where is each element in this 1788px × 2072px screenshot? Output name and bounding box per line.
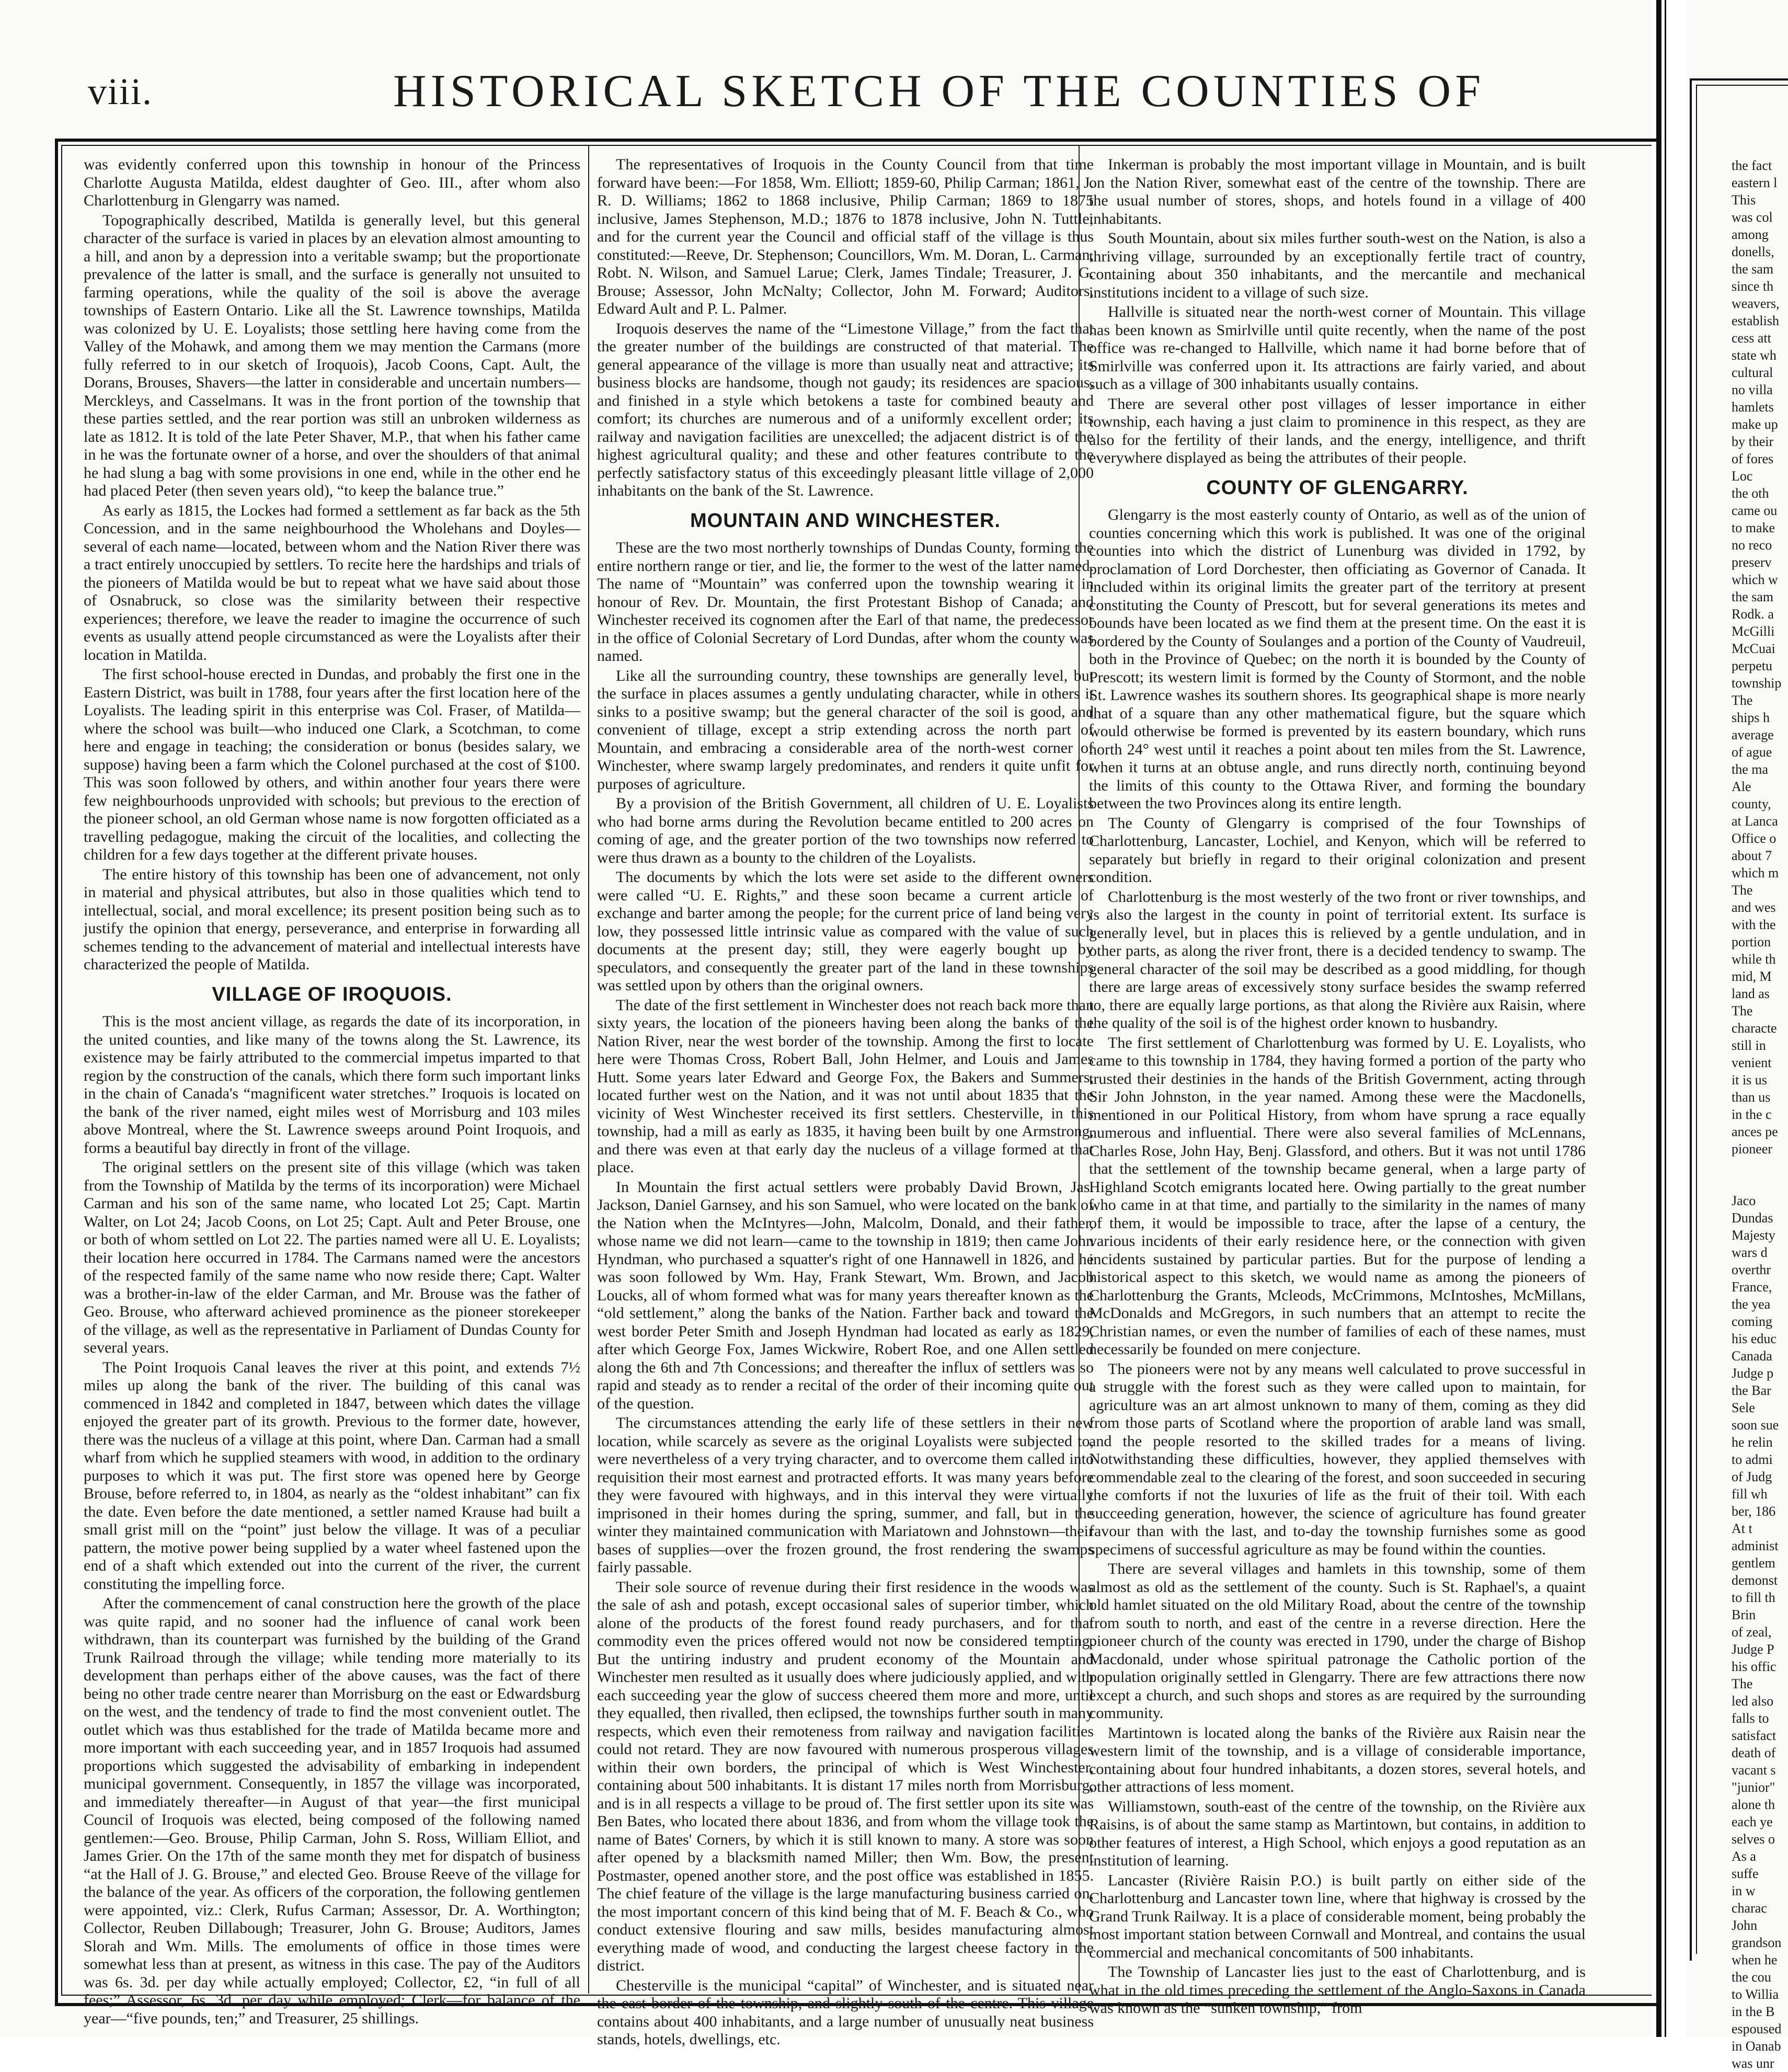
paragraph: There are several other post villages of lesser importance in either township, each having a just claim to prominence in this respect, as they are also for the fertility of their lands, and the energy, intelligence, and thrift everywhere displayed as being the attributes of their people. <box>1089 395 1586 466</box>
adjacent-page-line: vacant s <box>1732 1762 1776 1778</box>
adjacent-page-line: The <box>1732 1003 1753 1018</box>
paragraph: The documents by which the lots were set aside to the different owners were called “U. E. Rights,” and these soon became a current article of exchange and barter among the people; for the current price of land being very low, they possessed little intrinsic value as compared with the value of such documents at the present day; still, they were eagerly bought up by speculators, and consequently the greater part of the land in these townships was settled upon by others than the original owners. <box>597 868 1094 994</box>
adjacent-page-line: Jaco <box>1732 1193 1756 1208</box>
paragraph: The circumstances attending the early life of these settlers in their new location, while scarcely as severe as the original Loyalists were subjected to, were nevertheless of a very trying character, and to overcome them called into requisition their most earnest and protracted efforts. It was many years before they were favoured with highways, and in this interval they were virtually imprisoned in their homes during the spring, summer, and fall, but in the winter they maintained communication with Mariatown and Johnstown—their bases of supplies—over the frozen ground, the frost rendering the swamps fairly passable. <box>597 1414 1094 1576</box>
column-2 <box>597 156 1094 2051</box>
adjacent-page-line: gentlem <box>1732 1555 1775 1571</box>
paragraph: The entire history of this township has been one of advancement, not only in material and physical attributes, but also in those qualities which tend to intellectual, social, and moral excellence; its present position being such as to justify the opinion that energy, perseverance, and enterprise in forwarding all schemes tending to the advancement of material and intellectual interests have characterized the people of Matilda. <box>84 865 580 973</box>
adjacent-page-line: soon sue <box>1732 1417 1779 1433</box>
paragraph: The date of the first settlement in Winchester does not reach back more than sixty years, the location of the pioneers having been along the banks of the Nation River, near the west border of the township. Among the first to locate here were Thomas Cross, Robert Ball, John Helmer, and Louis and James Hutt. Some years later Edward and George Fox, the Bakers and Summers, located further west on the Nation, and it was not until about 1835 that the vicinity of West Winchester received its first settlers. Chesterville, in this township, had a mill as early as 1835, it having been built by one Armstrong, and there was even at that early day the nucleus of a village formed at that place. <box>597 996 1094 1176</box>
adjacent-page-line: hamlets <box>1732 399 1774 415</box>
paragraph: Iroquois deserves the name of the “Limestone Village,” from the fact that the greater number of the buildings are constructed of that material. The general appearance of the village is more than usually neat and attractive; its business blocks are handsome, though not gaudy; its residences are spacious, and finished in a style which betokens a taste for combined beauty and comfort; its churches are numerous and of a uniformly excellent order; its railway and navigation facilities are unexcelled; the adjacent district is of the highest agricultural quality; and these and other features contribute to the perfectly satisfactory status of this exceedingly pleasant little village of 2,000 inhabitants on the bank of the St. Lawrence. <box>597 319 1094 499</box>
paragraph: The Point Iroquois Canal leaves the river at this point, and extends 7½ miles up along the bank of the river. The building of this canal was commenced in 1842 and completed in 1847, between which dates the village enjoyed the greater part of its growth. Previous to the former date, however, there was the nucleus of a village at this point, where Dan. Carman had a small wharf from which he supplied steamers with wood, in addition to the ordinary purposes to which it was put. The first store was opened here by George Brouse, before referred to, in 1804, as nearly as the “oldest inhabitant” can fix the date. Even before the date mentioned, a settler named Krause had built a small grist mill on the “point” just below the village. It was of a peculiar pattern, the motive power being supplied by a water wheel fastened upon the end of a shaft which extended out into the current of the river, the current constituting the impelling force. <box>84 1358 580 1593</box>
adjacent-page-line: coming <box>1732 1314 1772 1329</box>
adjacent-page-border-left <box>1690 78 1692 1961</box>
paragraph: Glengarry is the most easterly county of Ontario, as well as of the union of counties concerning which this work is published. It was one of the original counties into which the district of Lunenburg was divided in 1792, by proclamation of Lord Dorchester, then officiating as Governor of Canada. It included within its original limits the greater part of the territory at present constituting the County of Prescott, but for several generations its metes and bounds have been located as we find them at the present time. On the east it is bordered by the County of Soulanges and a portion of the County of Vaudreuil, both in the Province of Quebec; on the north it is bounded by the County of Prescott; its western limit is formed by the County of Stormont, and the noble St. Lawrence washes its southern shores. Its geographical shape is more nearly that of a square than any other mathematical figure, but the square which would otherwise be formed is prevented by its eastern boundary, which runs north 24° west until it reaches a point about ten miles from the St. Lawrence, when it turns at an obtuse angle, and runs directly north, continuing beyond the limits of this county to the Ottawa River, and forming the boundary between the two Provinces along its entire length. <box>1089 506 1586 812</box>
adjacent-page-line <box>1732 1158 1788 1175</box>
adjacent-page-line: selves o <box>1732 1831 1775 1847</box>
adjacent-page-line: McCuai <box>1732 641 1775 656</box>
page-number: viii. <box>88 71 153 112</box>
adjacent-page-line: which m <box>1732 865 1779 880</box>
adjacent-page-line: weavers, <box>1732 296 1780 311</box>
adjacent-page-line: establish <box>1732 313 1779 328</box>
adjacent-page-line: while th <box>1732 952 1776 967</box>
adjacent-page-line: characte <box>1732 1021 1777 1036</box>
adjacent-page-line: the fact <box>1732 158 1772 173</box>
page-gutter <box>1666 0 1686 2037</box>
adjacent-page-line: Majesty <box>1732 1228 1775 1243</box>
adjacent-page-line: suffe <box>1732 1866 1759 1881</box>
adjacent-page-line: McGilli <box>1732 624 1775 639</box>
adjacent-page-line: administ <box>1732 1538 1779 1553</box>
adjacent-page-line: at Lanca <box>1732 814 1778 829</box>
adjacent-page-line: falls to <box>1732 1711 1769 1726</box>
adjacent-page-line <box>1732 1175 1788 1192</box>
adjacent-page-line: with the <box>1732 917 1776 932</box>
adjacent-page-line: Ale <box>1732 779 1751 794</box>
adjacent-page-line: Rodk. a <box>1732 606 1774 622</box>
adjacent-page-line: cess att <box>1732 330 1771 346</box>
adjacent-page-line: since th <box>1732 279 1774 294</box>
adjacent-page-line: pioneer <box>1732 1141 1772 1157</box>
adjacent-page-line: the ma <box>1732 762 1769 777</box>
adjacent-page-line: Judge p <box>1732 1366 1774 1381</box>
paragraph: The representatives of Iroquois in the County Council from that time forward have been:—For 1858, Wm. Elliott; 1859-60, Philip Carman; 1861, J. R. D. Williams; 1862 to 1868 inclusive, Philip Carman; 1869 to 1875 inclusive, James Stephenson, M.D.; 1876 to 1878 inclusive, John N. Tuttle; and for the current year the Council and official staff of the village is thus constituted:—Reeve, Dr. Stephenson; Councillors, Wm. M. Doran, L. Carman, Robt. N. Wilson, and Samuel Larue; Clerk, James Tindale; Treasurer, J. G. Brouse; Assessor, John McNalty; Collector, John M. Forward; Auditors, Edward Ault and P. L. Palmer. <box>597 156 1094 317</box>
paragraph: Inkerman is probably the most important village in Mountain, and is built on the Nation River, somewhat east of the centre of the township. There are the usual number of stores, shops, and hotels found in a village of 400 inhabitants. <box>1089 156 1586 227</box>
adjacent-page-line: mid, M <box>1732 969 1772 984</box>
adjacent-page-border-top-inner <box>1696 85 1788 86</box>
adjacent-page-line: ances pe <box>1732 1124 1778 1139</box>
adjacent-page-line: the cou <box>1732 1970 1771 1985</box>
adjacent-page-line: cultural <box>1732 365 1773 380</box>
paragraph: Like all the surrounding country, these townships are generally level, but the surface in places assumes a gently undulating character, while in others it sinks to a positive swamp; but the general character of the soil is good, and convenient of tillage, except a strip extending across the north part of Mountain, and embracing a considerable area of the north-west corner of Winchester, where swamp largely predominates, and renders it quite unfit for purposes of agriculture. <box>597 667 1094 793</box>
adjacent-page-line: John <box>1732 1918 1758 1933</box>
paragraph: There are several villages and hamlets in this township, some of them almost as old as the settlement of the county. Such is St. Raphael's, a quaint old hamlet situated on the old Military Road, about the centre of the township from south to north, and east of the centre in a reverse direction. Here the pioneer church of the county was erected in 1790, under the charge of Bishop Macdonald, under whose spiritual patronage the Catholic portion of the population originally settled in Glengarry. There are few attractions there now except a church, and such shops and stores as are required by the surrounding community. <box>1089 1560 1586 1722</box>
paragraph: The Township of Lancaster lies just to the east of Charlottenburg, and is what in the old times preceding the settlement of the Anglo-Saxons in Canada was known as the “sunken township,” from <box>1089 1963 1586 2017</box>
adjacent-page-line: of ague <box>1732 745 1772 760</box>
adjacent-page-line: in the B <box>1732 2004 1775 2019</box>
adjacent-page-line: venient <box>1732 1055 1772 1070</box>
paragraph: The first school-house erected in Dundas, and probably the first one in the Eastern District, was built in 1788, four years after the first location here of the Loyalists. The leading spirit in this enterprise was Col. Fraser, of Matilda—where the school was built—who induced one Clark, a Scotchman, to come here and engage in teaching; the consideration or bonus (besides salary, we suppose) having been a farm which the Colonel purchased at the cost of $100. This was soon followed by others, and within another four years there were few neighbourhoods unprovided with schools; but previous to the erection of the pioneer school, an old German whose name is now forgotten officiated as a travelling pedagogue, making the circuit of the localities, and collecting the children for a few days together at the different private houses. <box>84 666 580 863</box>
paragraph: As early as 1815, the Lockes had formed a settlement as far back as the 5th Concession, and in the same neighbourhood the Wholehans and Doyles—several of each name—located, between whom and the Nation River there was a tract entirely unoccupied by settlers. To recite here the hardships and trials of the pioneers of Matilda would be but to repeat what we have said about those of Osnabruck, so close was the similarity between their respective experiences; therefore, we leave the reader to imagine the occurrence of such events as usually attend people circumstanced as were the Loyalists after their location in Matilda. <box>84 501 580 663</box>
adjacent-page-line: eastern l <box>1732 175 1778 190</box>
adjacent-page-line: overthr <box>1732 1262 1771 1277</box>
adjacent-page-line: about 7 <box>1732 848 1772 863</box>
paragraph: Charlottenburg is the most westerly of the two front or river townships, and is also the largest in the county in point of territorial extent. Its surface is generally level, but in places this is relieved by a gentle undulation, and in other parts, as along the river front, there is a decided tendency to swamp. The general character of the soil may be described as a good middling, for though there are large areas of excessively stony surface besides the swamp referred to, there are equally large portions, as that along the Rivière aux Raisin, where the quality of the soil is of the highest order known to husbandry. <box>1089 888 1586 1032</box>
paragraph: These are the two most northerly townships of Dundas County, forming the entire northern range or tier, and lie, the former to the west of the latter named. The name of “Mountain” was conferred upon the township wearing it in honour of Rev. Dr. Mountain, the first Protestant Bishop of Canada; and Winchester received its cognomen after the Earl of that name, the predecessor in the office of Colonial Secretary of Lord Dundas, after whom the county was named. <box>597 539 1094 665</box>
adjacent-page-line: Canada <box>1732 1348 1772 1364</box>
column-3 <box>1089 156 1586 2019</box>
adjacent-page-line: ber, 186 <box>1732 1504 1776 1519</box>
adjacent-page-line: which w <box>1732 572 1778 587</box>
adjacent-page-border-top <box>1690 78 1788 81</box>
adjacent-page-line: when he <box>1732 1952 1778 1967</box>
adjacent-page-line: of Judg <box>1732 1469 1772 1484</box>
adjacent-page-line: and wes <box>1732 900 1776 915</box>
paragraph: was evidently conferred upon this township in honour of the Princess Charlotte Augusta Matilda, eldest daughter of Geo. III., after whom also Charlottenburg in Glengarry was named. <box>84 156 580 209</box>
adjacent-page-line: to fill th <box>1732 1590 1775 1605</box>
adjacent-page-line: by their <box>1732 434 1774 449</box>
adjacent-page-line: no reco <box>1732 537 1772 553</box>
paragraph: After the commencement of canal construction here the growth of the place was quite rapid, and no sooner had the influence of canal work been withdrawn, than its counterpart was furnished by the building of the Grand Trunk Railroad through the village; while tending more materially to its development than perhaps either of the above causes, was the fact of there being no other trade centre nearer than Morrisburg on the east or Edwardsburg on the west, and the tendency of trade to find the most convenient outlet. The outlet which was thus established for the trade of Matilda became more and more important with each succeeding year, and in 1857 Iroquois had assumed proportions which suggested the advisability of embarking in independent municipal government. Consequently, in 1857 the village was incorporated, and immediately thereafter—in August of that year—the first municipal Council of Iroquois was elected, being composed of the following named gentlemen:—Geo. Brouse, Philip Carman, John S. Ross, William Elliot, and James Grier. On the 17th of the same month they met for dispatch of business “at the Hall of J. G. Brouse,” and elected Geo. Brouse Reeve of the village for the balance of the year. As officers of the corporation, the following gentlemen were appointed, viz.: Clerk, Rufus Carman; Assessor, Dr. A. Worthington; Collector, Reuben Dillabough; Treasurer, John G. Brouse; Auditors, James Slorah and Wm. Mills. The emoluments of office in those times were somewhat less than at present, as witness in this case. The pay of the Auditors was 6s. 3d. per day while actually employed; Collector, £2, “in full of all fees;” Assessor, 6s. 3d. per day while employed; Clerk—for balance of the year—“five pounds, ten;” and Treasurer, 25 shillings. <box>84 1595 580 2027</box>
column-rule-1 <box>588 145 589 1994</box>
paragraph: In Mountain the first actual settlers were probably David Brown, Jas. Jackson, Daniel Garnsey, and his son Samuel, who were located on the bank of the Nation when the McIntyres—John, Malcolm, Donald, and their father, whose name we did not learn—came to the township in 1819; then came John Hyndman, who purchased a squatter's right of one Hannawell in 1826, and he was soon followed by Wm. Hay, Frank Stewart, Wm. Brown, and Jacob Loucks, all of whom formed what was for many years thereafter known as the “old settlement,” along the banks of the Nation. Farther back and toward the west border Peter Smith and Joseph Hyndman had located as early as 1829, after which George Fox, James Wickwire, Robert Roe, and one Allen settled along the 6th and 7th Concessions; and thereafter the influx of settlers was so rapid and steady as to render a recital of the order of their incoming quite out of the question. <box>597 1178 1094 1412</box>
adjacent-page-line: The <box>1732 693 1753 708</box>
paragraph: Chesterville is the municipal “capital” of Winchester, and is situated near the east border of the township, and slightly south of the centre. This village contains about 400 inhabitants, and a large number of unusually neat business stands, hotels, dwellings, etc. <box>597 1976 1094 2048</box>
adjacent-page-line: the sam <box>1732 261 1774 277</box>
adjacent-page-line: his educ <box>1732 1331 1776 1346</box>
adjacent-page-line: he relin <box>1732 1435 1773 1450</box>
adjacent-page-line: As a <box>1732 1849 1756 1864</box>
adjacent-page-line: donells, <box>1732 244 1774 259</box>
adjacent-page-line: of zeal, <box>1732 1624 1772 1640</box>
paragraph: Williamstown, south-east of the centre of the township, on the Rivière aux Raisins, is of about the same stamp as Martintown, but contains, in addition to other features of interest, a High School, which enjoys a good reputation as an institution of learning. <box>1089 1798 1586 1869</box>
paragraph: South Mountain, about six miles further south-west on the Nation, is also a thriving village, surrounded by an exceptionally fertile tract of country, containing about 350 inhabitants, and the mercantile and mechanical institutions incident to a village of such size. <box>1089 230 1586 301</box>
adjacent-page-line: his offic <box>1732 1659 1776 1674</box>
adjacent-page-line: among <box>1732 227 1769 242</box>
adjacent-page-line: The <box>1732 883 1753 898</box>
paragraph: This is the most ancient village, as regards the date of its incorporation, in the united counties, and like many of the towns along the St. Lawrence, its existence may be fairly attributed to the commercial impetus imparted to that region by the construction of the canals, which there form such important links in the chain of Canada's “magnificent water stretches.” Iroquois is located on the bank of the river named, eight miles west of Morrisburg and 103 miles above Montreal, where the St. Lawrence sweeps around Point Iroquois, and forms a beautiful bay directly in front of the village. <box>84 1013 580 1157</box>
adjacent-page-line: death of <box>1732 1745 1776 1760</box>
adjacent-page-line: state wh <box>1732 348 1776 363</box>
section-heading-iroquois: VILLAGE OF IROQUOIS. <box>212 983 452 1005</box>
section-heading-mountain-winchester: MOUNTAIN AND WINCHESTER. <box>690 509 1001 532</box>
paragraph: The County of Glengarry is comprised of the four Townships of Charlottenburg, Lancaster, Lochiel, and Kenyon, which will be referred to separately but briefly in regard to their original colonization and present condition. <box>1089 814 1586 886</box>
adjacent-page-line: of fores <box>1732 451 1774 466</box>
adjacent-page-line: than us <box>1732 1090 1771 1105</box>
adjacent-page-line: This <box>1732 192 1756 208</box>
adjacent-page-line: Judge P <box>1732 1642 1774 1657</box>
adjacent-page-line: the yea <box>1732 1297 1771 1312</box>
adjacent-page-line: the oth <box>1732 486 1769 501</box>
paragraph: The original settlers on the present site of this village (which was taken from the Township of Matilda by the terms of its incorporation) were Michael Carman and his son of the same name, who located Lot 25; Capt. Martin Walter, on Lot 24; Jacob Coons, on Lot 25; Capt. Ault and Peter Brouse, one or both of whom settled on Lot 22. The parties named were all U. E. Loyalists; their location here occurred in 1784. The Carmans named were the ancestors of the respected family of the same name who now reside there; Capt. Walter was a brother-in-law of the elder Carman, and Mr. Brouse was the father of Geo. Brouse, who afterward achieved prominence as the pioneer storekeeper of the village, as well as the representative in Parliament of Dundas County for several years. <box>84 1159 580 1356</box>
paragraph: The first settlement of Charlottenburg was formed by U. E. Loyalists, who came to this township in 1784, they having formed a portion of the party who trusted their destinies in the hands of the British Government, acting through Sir John Johnston, in the year named. Among these were the Macdonells, mentioned in our Political History, from whom have sprung a race equally numerous and influential. There were also several families of McLennans, Charles Rose, John Hay, Benj. Glassford, and others. But it was not until 1786 that the settlement of the township became general, when a large party of Highland Scotch emigrants located here. Owing partially to the great number who came in at that time, and partially to the similarity in the names of many of them, it would be impossible to trace, after the lapse of a century, the various incidents of their early residence here, or the connection with given incidents sustained by particular parties. But for the purpose of lending a historical aspect to this sketch, we would name as among the pioneers of Charlottenburg the Grants, Mcleods, McCrimmons, McIntoshes, McMillans, McDonalds and McGregors, in such numbers that an attempt to recite the Christian names, or even the number of families of each of these names, must necessarily be founded on mere conjecture. <box>1089 1034 1586 1358</box>
adjacent-page-line: to make <box>1732 520 1775 535</box>
adjacent-page-line: Dundas <box>1732 1210 1773 1226</box>
adjacent-page-border-left-inner <box>1696 85 1697 1954</box>
adjacent-page-line: preserv <box>1732 555 1772 570</box>
adjacent-page-line: make up <box>1732 417 1778 432</box>
adjacent-page-line: to Willia <box>1732 1987 1779 2002</box>
adjacent-page-line: the Bar <box>1732 1383 1771 1398</box>
adjacent-page-line: in Oanab <box>1732 2039 1781 2054</box>
adjacent-page-line: township <box>1732 676 1782 691</box>
adjacent-page-line: no villa <box>1732 382 1773 397</box>
adjacent-page-line: At t <box>1732 1521 1752 1536</box>
adjacent-page-line: average <box>1732 727 1774 742</box>
adjacent-page-line: portion <box>1732 934 1771 949</box>
adjacent-page-line: espoused <box>1732 2021 1782 2036</box>
paragraph: Their sole source of revenue during their first residence in the woods was the sale of ash and potash, except occasional sales of superior timber, which alone of the products of the forest found ready purchasers, and for that commodity even the prices offered would not now be considered tempting. But the untiring industry and prudent economy of the Mountain and Winchester men resulted as it usually does where judiciously applied, and with each succeeding year the glow of success cheered them more and more, until they equalled, then rivalled, then eclipsed, the townships further south in many respects, which even their remoteness from railway and navigation facilities could not retard. They are now favoured with numerous prosperous villages within their own borders, the principal of which is West Winchester, containing about 500 inhabitants. It is distant 17 miles north from Morrisburg, and is in all respects a village to be proud of. The first settler upon its site was Ben Bates, who located there about 1836, and from whom the village took the name of Bates' Corners, by which it is still known to many. A store was soon after opened by a blacksmith named Miller; then Wm. Bow, the present Postmaster, opened another store, and the post office was established in 1855. The chief feature of the village is the large manufacturing business carried on, the most important concern of this kind being that of M. F. Beach & Co., who conduct extensive flouring and saw mills, besides manufacturing almost everything made of wood, and conducting the largest cheese factory in the district. <box>597 1578 1094 1974</box>
adjacent-page-line: still in <box>1732 1038 1766 1053</box>
adjacent-page-line: demonst <box>1732 1573 1778 1588</box>
adjacent-page-column <box>1732 157 1788 2071</box>
adjacent-page-line: the sam <box>1732 589 1774 604</box>
adjacent-page-line: fill wh <box>1732 1486 1768 1502</box>
adjacent-page-line: satisfact <box>1732 1728 1776 1743</box>
paragraph: Topographically described, Matilda is generally level, but this general character of the surface is varied in places by an elevation almost amounting to a hill, and anon by a depression into a veritable swamp; but the proportionate prevalence of the latter is small, and the surface is generally not unsuited to farming operations, while the quality of the soil is above the average townships of Eastern Ontario. Like all the St. Lawrence townships, Matilda was colonized by U. E. Loyalists; those settling here having come from the Valley of the Mohawk, and among them we may mention the Carmans (more fully referred to in our sketch of Iroquois), Jacob Coons, Capt. Ault, the Dorans, Brouses, Shavers—the latter in considerable and uncertain numbers—Merckleys, and Casselmans. It was in the front portion of the township that these parties settled, and the rear portion was still an unbroken wilderness as late as 1812. It is told of the late Peter Shaver, M.P., that when his father came in he was the fortunate owner of a horse, and over the shoulders of that animal he had slung a bag with some provisions in one end, while in the other end he had placed Peter (then seven years old), “to keep the balance true.” <box>84 211 580 499</box>
page-title: HISTORICAL SKETCH OF THE COUNTIES OF <box>393 66 1485 117</box>
adjacent-page-line: in the c <box>1732 1107 1772 1122</box>
adjacent-page-line: perpetu <box>1732 658 1772 673</box>
paragraph: By a provision of the British Government, all children of U. E. Loyalists who had borne arms during the Revolution became entitled to 200 acres on coming of age, and the greater portion of the two townships now referred to were thus drawn as a bounty to the children of the Loyalists. <box>597 795 1094 866</box>
adjacent-page-line: came ou <box>1732 503 1778 518</box>
adjacent-page-line: France, <box>1732 1279 1772 1295</box>
paragraph: Martintown is located along the banks of the Rivière aux Raisin near the western limit of the township, and is a village of considerable importance, containing about four hundred inhabitants, a dozen stores, several hotels, and other attractions of less moment. <box>1089 1724 1586 1795</box>
adjacent-page-line: The <box>1732 1676 1753 1691</box>
paragraph: The pioneers were not by any means well calculated to prove successful in a struggle with the forest such as they were called upon to maintain, for agriculture was an art almost unknown to many of them, coming as they did from those parts of Scotland where the proportion of arable land was small, and the people resorted to the skilled trades for a means of living. Notwithstanding these difficulties, however, they applied themselves with commendable zeal to the clearing of the forest, and soon succeeded in securing the comforts if not the luxuries of life as the fruit of their toil. With each succeeding generation, however, the science of agriculture has found greater favour than with the last, and to-day the township furnishes some as good specimens of successful agriculture as may be found within the counties. <box>1089 1360 1586 1558</box>
adjacent-page-line: each ye <box>1732 1814 1773 1829</box>
adjacent-page-line: county, <box>1732 796 1771 811</box>
section-heading-glengarry: COUNTY OF GLENGARRY. <box>1206 476 1469 499</box>
adjacent-page-line: in w <box>1732 1883 1756 1898</box>
adjacent-page-line: Brin <box>1732 1607 1756 1622</box>
adjacent-page-line: Loc <box>1732 468 1753 484</box>
adjacent-page-line: charac <box>1732 1901 1767 1916</box>
adjacent-page-line: Sele <box>1732 1400 1755 1415</box>
adjacent-page-line: was col <box>1732 210 1773 225</box>
adjacent-page-line: it is us <box>1732 1072 1767 1087</box>
adjacent-page-line: "junior" <box>1732 1780 1775 1795</box>
adjacent-page-line: Office o <box>1732 831 1776 846</box>
paragraph: Lancaster (Rivière Raisin P.O.) is built partly on either side of the Charlottenburg and Lancaster town line, where that highway is crossed by the Grand Trunk Railway. It is a place of considerable moment, being probably the most important station between Cornwall and Montreal, and contains the usual commercial and mechanical concomitants of 500 inhabitants. <box>1089 1871 1586 1961</box>
adjacent-page-line: land as <box>1732 986 1770 1001</box>
adjacent-page-line: to admi <box>1732 1452 1773 1467</box>
paragraph: Hallville is situated near the north-west corner of Mountain. This village has been known as Smirlville until quite recently, when the name of the post office was re-changed to Hallville, which name it had borne before that of Smirlville was conferred upon it. Its attractions are fairly varied, and about such as a village of 300 inhabitants usually contains. <box>1089 303 1586 393</box>
adjacent-page-line: wars d <box>1732 1245 1768 1260</box>
adjacent-page-line: alone th <box>1732 1797 1775 1812</box>
column-1 <box>84 156 580 2029</box>
adjacent-page-line: was unr <box>1732 2056 1774 2071</box>
adjacent-page-line: grandson <box>1732 1935 1782 1950</box>
page-header <box>82 63 1624 125</box>
adjacent-page-line: ships h <box>1732 710 1770 725</box>
adjacent-page-line: led also <box>1732 1693 1774 1709</box>
